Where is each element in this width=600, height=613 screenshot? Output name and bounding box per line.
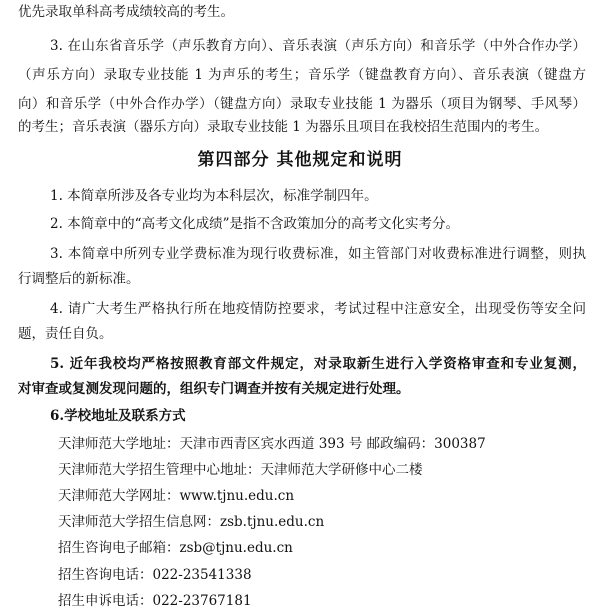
note-item-6-title: 6.学校地址及联系方式 (50, 408, 186, 424)
note-item-4-line-1: 4. 请广大考生严格执行所在地疫情防控要求，考试过程中注意安全，出现受伤等安全问 (50, 301, 586, 317)
note-item-3-line-1: 3. 本简章中所列专业学费标准为现行收费标准，如主管部门对收费标准进行调整，则执 (50, 246, 586, 262)
note-item-4-line-2: 题，责任自负。 (18, 326, 113, 342)
note-item-1: 1. 本简章所涉及各专业均为本科层次，标准学制四年。 (50, 188, 378, 204)
rule-item-3-line-2: （声乐方向）录取专业技能 1 为声乐的考生；音乐学（键盘教育方向）、音乐表演（键盘方 (18, 67, 586, 83)
section-4-heading: 第四部分 其他规定和说明 (197, 150, 403, 170)
contact-email: 招生咨询电子邮箱：zsb@tjnu.edu.cn (58, 540, 293, 556)
rule-item-3-line-4: 的考生；音乐表演（器乐方向）录取专业技能 1 为器乐且项目在我校招生范围内的考生。 (18, 119, 549, 135)
rule-item-3-line-3: 向）和音乐学（中外合作办学）（键盘方向）录取专业技能 1 为器乐（项目为钢琴、手风琴） (18, 96, 586, 112)
note-item-5-line-2: 对审查或复测发现问题的，组织专门调查并按有关规定进行处理。 (18, 381, 410, 397)
note-item-2: 2. 本简章中的“高考文化成绩”是指不含政策加分的高考文化实考分。 (50, 216, 459, 232)
note-item-5-line-1: 5. 近年我校均严格按照教育部文件规定，对录取新生进行入学资格审查和专业复测， (50, 356, 586, 372)
previous-rule-tail: 优先录取单科高考成绩较高的考生。 (18, 4, 234, 20)
contact-phone: 招生咨询电话：022-23541338 (58, 567, 252, 583)
contact-website: 天津师范大学网址：www.tjnu.edu.cn (58, 488, 295, 504)
contact-address: 天津师范大学地址：天津市西青区宾水西道 393 号 邮政编码：300387 (58, 436, 486, 452)
contact-admission-center: 天津师范大学招生管理中心地址：天津师范大学研修中心二楼 (58, 462, 423, 478)
note-item-3-line-2: 行调整后的新标准。 (18, 271, 140, 287)
rule-item-3-line-1: 3. 在山东省音乐学（声乐教育方向）、音乐表演（声乐方向）和音乐学（中外合作办学） (50, 38, 586, 54)
contact-complaint-phone: 招生申诉电话：022-23767181 (58, 593, 252, 609)
contact-admission-info-site: 天津师范大学招生信息网：zsb.tjnu.edu.cn (58, 514, 325, 530)
